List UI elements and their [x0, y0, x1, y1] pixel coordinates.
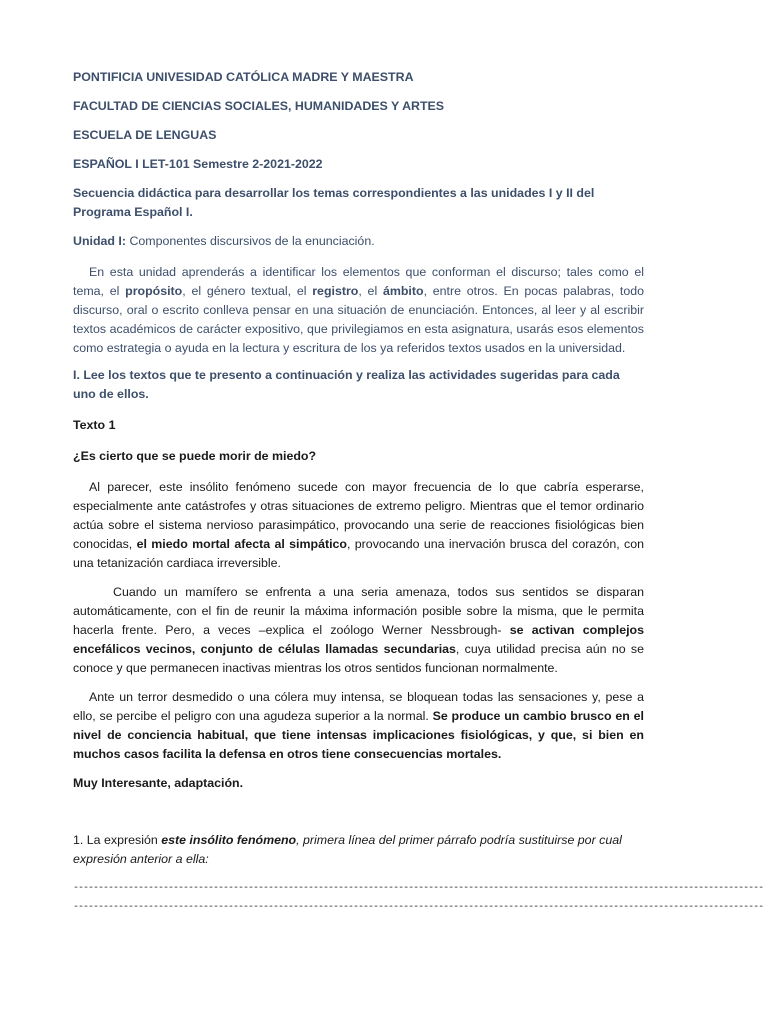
- unit-label: Unidad I:: [73, 234, 130, 248]
- intro-text-b: , el género textual, el: [182, 284, 313, 298]
- text1-p1-a: Al parecer, este insólito fenómeno sucede con mayor frecuencia de lo que cabría esperarse, especialmente ante catástrofes y otras situaciones de extremo peligro. Mientras que el temor ordinario actúa sobre el sistema nervioso parasimpático, provocando una serie de reacciones fisiológicas bien conocidas,: [73, 480, 644, 551]
- question-1-prefix: La expresión: [86, 833, 162, 847]
- answer-line-1[interactable]: ------------------------------------------------------------------------------------------------------------------------------------------: [73, 883, 764, 894]
- unit-title: Componentes discursivos de la enunciación.: [129, 234, 375, 248]
- text1-paragraph-3: [73, 688, 644, 764]
- text1-p2-bold: se activan complejos encefálicos vecinos, conjunto de células llamadas secundarias: [73, 623, 644, 656]
- text1-title: ¿Es cierto que se puede morir de miedo?: [73, 449, 317, 463]
- intro-text-a: En esta unidad aprenderás a identificar los elementos que conforman el discurso; tales como el tema, el: [73, 265, 644, 298]
- intro-text-d: , entre otros. En pocas palabras, todo discurso, oral o escrito conlleva pensar en una situación de enunciación. Entonces, al leer y al escribir textos académicos de carácter expositivo, que privilegiamos en esta asignatura, usarás esos elementos como estrategia o ayuda en la lectura y escritura de los ya referidos textos usados en la universidad.: [73, 284, 644, 355]
- answer-line-2[interactable]: ------------------------------------------------------------------------------------------------------------------------------------------: [73, 902, 764, 913]
- answer-area[interactable]: [73, 879, 764, 917]
- text1-source: Muy Interesante, adaptación.: [73, 776, 244, 790]
- text1-p2-a: Cuando un mamífero se enfrenta a una seria amenaza, todos sus sentidos se disparan automáticamente, con el fin de reunir la máxima información posible sobre la misma, que le permita hacerla frente. Pero, a veces –explica el zoólogo Werner Nessbrough-: [73, 585, 644, 637]
- intro-keyword-registro: registro: [312, 284, 359, 298]
- unit-intro-paragraph: [73, 263, 644, 358]
- intro-text-c: , el: [358, 284, 383, 298]
- text1-paragraph-2: [73, 583, 644, 678]
- course-info: ESPAÑOL I LET-101 Semestre 2-2021-2022: [73, 157, 323, 171]
- school-name: ESCUELA DE LENGUAS: [73, 128, 217, 142]
- text1-p3-bold: Se produce un cambio brusco en el nivel de conciencia habitual, que tiene intensas implicaciones fisiológicas, y que, si bien en muchos casos facilita la defensa en otros tiene consecuencias mortales.: [73, 709, 644, 761]
- university-name: PONTIFICIA UNIVESIDAD CATÓLICA MADRE Y MAESTRA: [73, 70, 414, 84]
- text1-label: Texto 1: [73, 418, 116, 432]
- text1-p3-a: Ante un terror desmedido o una cólera muy intensa, se bloquean todas las sensaciones y, pese a ello, se percibe el peligro con una agudeza superior a la normal.: [73, 690, 644, 723]
- text1-p1-c: , provocando una inervación brusca del corazón, con una tetanización cardiaca irreversible.: [73, 537, 644, 570]
- sequence-description: Secuencia didáctica para desarrollar los temas correspondientes a las unidades I y II del Programa Español I.: [73, 186, 595, 219]
- text1-p1-bold: el miedo mortal afecta al simpático: [136, 537, 347, 551]
- text1-p2-c: , cuya utilidad precisa aún no se conoce y que permanecen inactivas mientras los otros sentidos funcionan normalmente.: [73, 642, 644, 675]
- faculty-name: FACULTAD DE CIENCIAS SOCIALES, HUMANIDADES Y ARTES: [73, 99, 445, 113]
- intro-keyword-proposito: propósito: [125, 284, 183, 298]
- question-1-phrase: este insólito fenómeno: [161, 833, 297, 847]
- text1-paragraph-1: [73, 478, 644, 573]
- intro-keyword-ambito: ámbito: [382, 284, 424, 298]
- activity-instruction: I. Lee los textos que te presento a continuación y realiza las actividades sugeridas para cada uno de ellos.: [73, 368, 620, 401]
- question-1-suffix: , primera línea del primer párrafo podría sustituirse por cual expresión anterior a ella:: [73, 833, 622, 866]
- question-1: [73, 831, 644, 869]
- question-1-number: 1.: [73, 833, 87, 847]
- unit-heading: [73, 232, 644, 251]
